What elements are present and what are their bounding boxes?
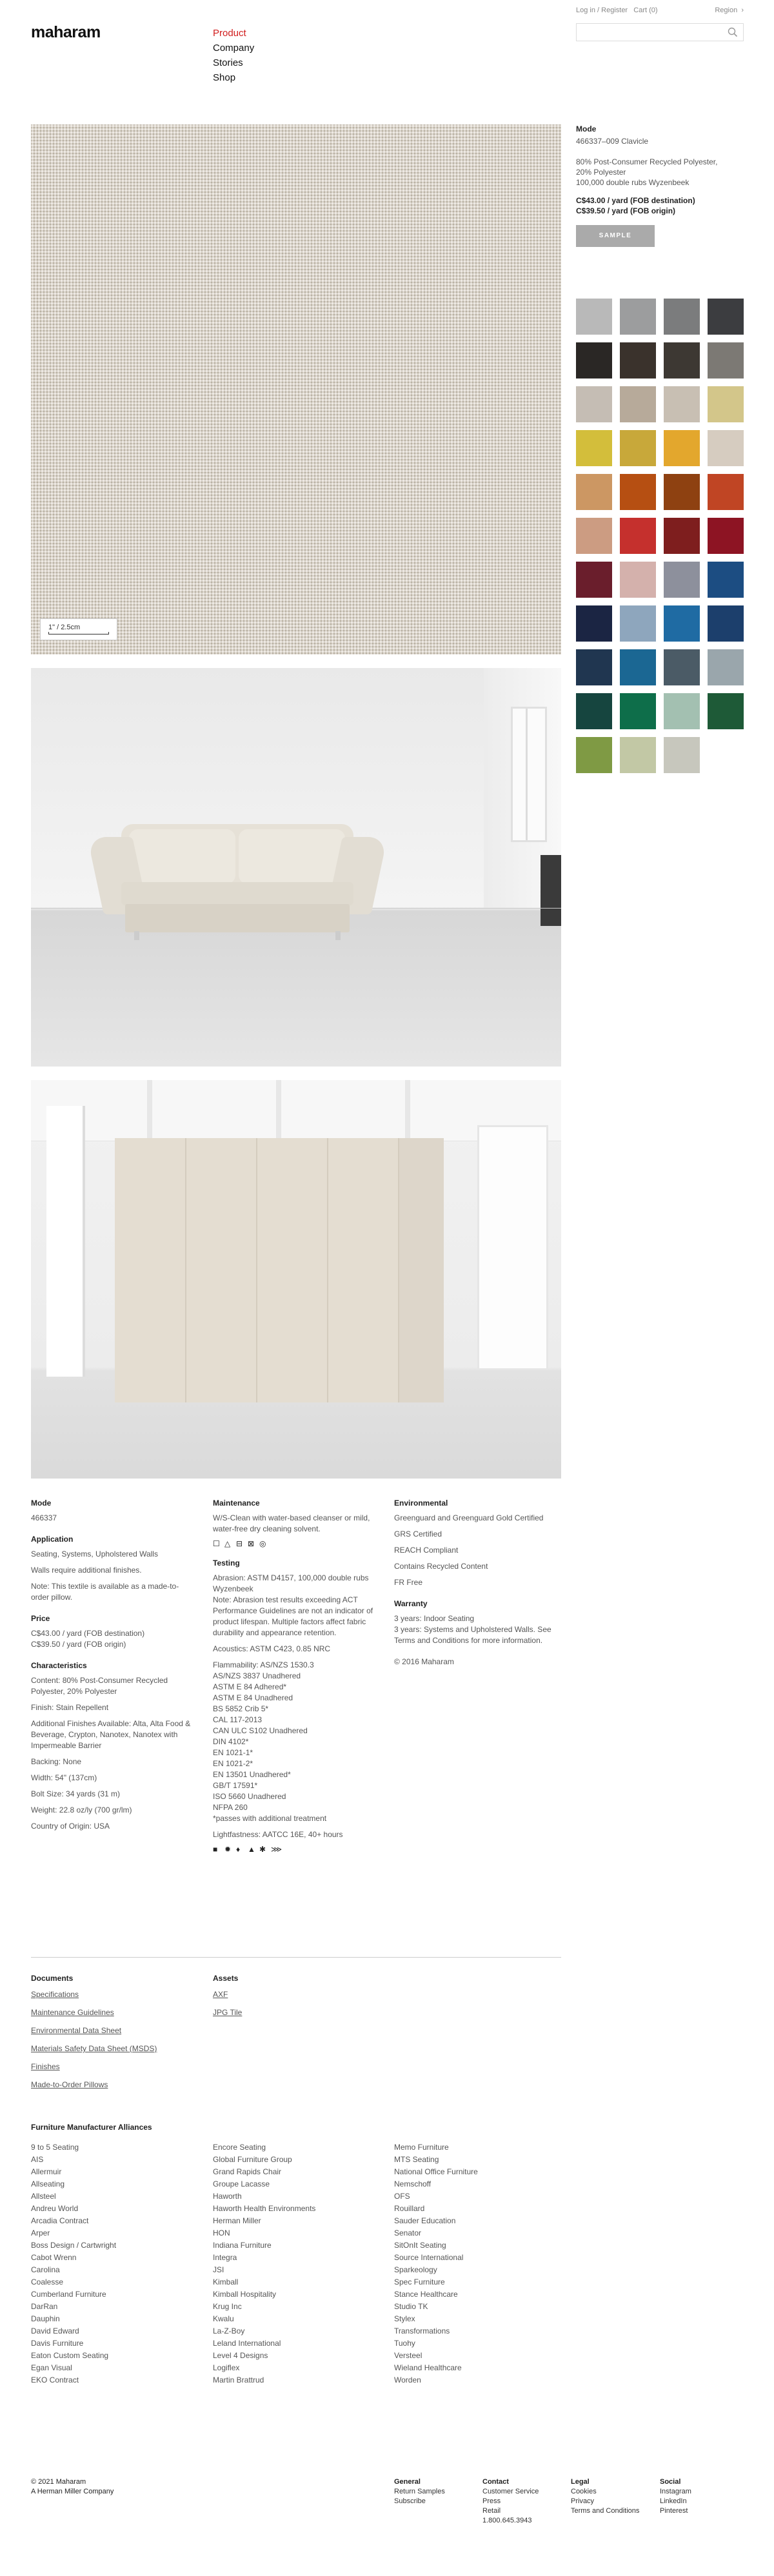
alliance-link[interactable]: Groupe Lacasse (213, 2179, 270, 2188)
alliance-link[interactable]: Source International (394, 2253, 464, 2262)
alliance-link[interactable]: JSI (213, 2265, 224, 2274)
alliance-link[interactable]: Cabot Wrenn (31, 2253, 77, 2262)
alliance-link[interactable]: Cumberland Furniture (31, 2290, 106, 2299)
spec-heading: Environmental (394, 1499, 448, 1508)
color-swatch[interactable] (620, 386, 656, 422)
color-swatch[interactable] (708, 474, 744, 510)
certification-icons (213, 1845, 377, 1853)
doc-link-finishes[interactable]: Finishes (31, 2062, 60, 2071)
footer-link-linkedin[interactable]: LinkedIn (660, 2497, 687, 2505)
color-swatch[interactable] (576, 386, 612, 422)
price-origin: C$39.50 / yard (FOB origin) (576, 206, 676, 215)
footer-legal (571, 2477, 655, 2516)
spec-heading: Characteristics (31, 1661, 87, 1670)
bleach-icon: △ (224, 1539, 231, 1548)
color-swatch[interactable] (620, 342, 656, 379)
alliance-link[interactable]: Eaton Custom Seating (31, 2351, 109, 2360)
alliance-link[interactable]: Integra (213, 2253, 237, 2262)
footer-contact (482, 2477, 566, 2526)
assets-section (213, 1973, 381, 2025)
sofa-room-image (31, 668, 561, 1067)
spec-column-1 (31, 1498, 195, 1842)
ceiling-beam (147, 1080, 152, 1141)
color-swatch[interactable] (620, 474, 656, 510)
alliance-link[interactable]: Andreu World (31, 2204, 79, 2213)
characteristic-line: Additional Finishes Available: Alta, Alta Food & Beverage, Crypton, Nanotex, Nanotex with Impermeable Barrier (31, 1719, 191, 1750)
warranty-line: 3 years: Systems and Upholstered Walls. See Terms and Conditions for more information. (394, 1625, 551, 1645)
flammability-line: *passes with additional treatment (213, 1814, 327, 1823)
alliance-link[interactable]: Dauphin (31, 2314, 60, 2323)
footer-social (660, 2477, 744, 2516)
color-swatch[interactable] (576, 649, 612, 685)
alliance-link[interactable]: Coalesse (31, 2277, 64, 2286)
color-swatch[interactable] (708, 649, 744, 685)
spec-mode-value: 466337 (31, 1513, 57, 1522)
alliance-link[interactable]: Worden (394, 2375, 421, 2384)
color-swatch[interactable] (620, 605, 656, 642)
region-label: Region (715, 6, 738, 14)
flammability-line: Flammability: AS/NZS 1530.3 (213, 1660, 314, 1669)
panel-seam (185, 1138, 186, 1402)
alliance-link[interactable]: Arcadia Contract (31, 2216, 89, 2225)
flame-icon: ✹ (224, 1845, 232, 1854)
color-swatch[interactable] (664, 386, 700, 422)
footer-link-terms[interactable]: Terms and Conditions (571, 2507, 640, 2515)
footer-copyright: © 2021 Maharam (31, 2478, 86, 2486)
alliance-link[interactable]: Stylex (394, 2314, 415, 2323)
care-icons (213, 1540, 377, 1548)
wall-panel (328, 1138, 399, 1402)
spec-column-3 (394, 1498, 559, 1667)
doc-link-specifications[interactable]: Specifications (31, 1990, 79, 1999)
lightfastness-text: Lightfastness: AATCC 16E, 40+ hours (213, 1830, 343, 1839)
fabric-closeup-image (31, 124, 561, 654)
footer-brand (31, 2477, 114, 2497)
footer-link-retail[interactable]: Retail (482, 2507, 501, 2515)
alliance-link[interactable]: Encore Seating (213, 2143, 266, 2152)
footer-company: A Herman Miller Company (31, 2488, 114, 2495)
doc-link-environmental[interactable]: Environmental Data Sheet (31, 2026, 122, 2035)
characteristic-line: Bolt Size: 34 yards (31 m) (31, 1789, 121, 1798)
alliance-link[interactable]: Stance Healthcare (394, 2290, 458, 2299)
alliance-link[interactable]: Sauder Education (394, 2216, 456, 2225)
spec-column-2 (213, 1498, 377, 1863)
section-divider (31, 1957, 561, 1958)
radiator (541, 855, 561, 926)
flammability-line: CAN ULC S102 Unadhered (213, 1726, 308, 1735)
price-line: C$39.50 / yard (FOB origin) (31, 1640, 126, 1649)
characteristic-line: Backing: None (31, 1757, 82, 1766)
chevron-right-icon: › (739, 6, 744, 14)
color-swatch[interactable] (576, 474, 612, 510)
asset-link-axf[interactable]: AXF (213, 1990, 228, 1999)
color-swatch[interactable] (576, 737, 612, 773)
scale-rule (48, 632, 109, 634)
acoustics-text: Acoustics: ASTM C423, 0.85 NRC (213, 1644, 331, 1653)
alliance-link[interactable]: Arper (31, 2228, 50, 2237)
color-swatch[interactable] (620, 299, 656, 335)
content-line: 100,000 double rubs Wyzenbeek (576, 178, 690, 187)
alliance-link[interactable]: Level 4 Designs (213, 2351, 268, 2360)
abrasion-icon: ■ (213, 1845, 218, 1854)
color-swatch[interactable] (620, 649, 656, 685)
alliance-link[interactable]: EKO Contract (31, 2375, 79, 2384)
alliance-link[interactable]: National Office Furniture (394, 2167, 478, 2176)
alliance-link[interactable]: Krug Inc (213, 2302, 242, 2311)
footer-heading: Contact (482, 2478, 509, 2486)
doc-link-maintenance[interactable]: Maintenance Guidelines (31, 2008, 114, 2017)
doc-link-pillows[interactable]: Made-to-Order Pillows (31, 2080, 108, 2089)
documents-section (31, 1973, 199, 2098)
dry-icon: ⊠ (248, 1539, 255, 1548)
abrasion-text: Abrasion: ASTM D4157, 100,000 double rubs Wyzenbeek (213, 1573, 369, 1593)
environmental-line: REACH Compliant (394, 1546, 459, 1555)
alliance-link[interactable]: Transformations (394, 2326, 450, 2335)
color-swatch[interactable] (708, 299, 744, 335)
spec-heading: Price (31, 1614, 50, 1623)
alliance-link[interactable]: Grand Rapids Chair (213, 2167, 282, 2176)
footer-link-privacy[interactable]: Privacy (571, 2497, 595, 2505)
footer-link-subscribe[interactable]: Subscribe (394, 2497, 426, 2505)
sofa-base (125, 904, 350, 932)
documents-heading: Documents (31, 1974, 74, 1983)
alliance-link[interactable]: Egan Visual (31, 2363, 72, 2372)
color-swatch[interactable] (708, 562, 744, 598)
maintenance-text: W/S-Clean with water-based cleanser or mild, water-free dry cleaning solvent. (213, 1513, 370, 1533)
spec-heading: Maintenance (213, 1499, 260, 1508)
alliance-link[interactable]: DarRan (31, 2302, 58, 2311)
sofa-cushion-left (129, 829, 235, 884)
price-destination: C$43.00 / yard (FOB destination) (576, 196, 695, 205)
application-line: Note: This textile is available as a made-to-order pillow. (31, 1582, 179, 1602)
doc-link-msds[interactable]: Materials Safety Data Sheet (MSDS) (31, 2044, 157, 2053)
spec-copyright: © 2016 Maharam (394, 1657, 454, 1666)
alliances-column-3 (394, 2141, 568, 2386)
alliance-link[interactable]: Memo Furniture (394, 2143, 449, 2152)
color-swatch[interactable] (620, 693, 656, 729)
alliance-link[interactable]: Spec Furniture (394, 2277, 445, 2286)
scale-label: 1" / 2.5cm (48, 624, 81, 631)
nav-stories[interactable]: Stories (213, 57, 243, 68)
footer-link-phone[interactable]: 1.800.645.3943 (482, 2517, 532, 2524)
footer-link-return-samples[interactable]: Return Samples (394, 2488, 445, 2495)
window (511, 707, 547, 842)
asset-link-jpg[interactable]: JPG Tile (213, 2008, 243, 2017)
alliance-link[interactable]: Haworth Health Environments (213, 2204, 316, 2213)
alliance-link[interactable]: Allermuir (31, 2167, 62, 2176)
alliance-link[interactable]: SitOnIt Seating (394, 2241, 446, 2250)
alliance-link[interactable]: Allsteel (31, 2192, 56, 2201)
footer-link-cookies[interactable]: Cookies (571, 2488, 597, 2495)
alliance-link[interactable]: Senator (394, 2228, 422, 2237)
upholstered-wall-image (31, 1080, 561, 1479)
nav-company[interactable]: Company (213, 43, 255, 54)
window-right (477, 1125, 548, 1370)
alliance-link[interactable]: La-Z-Boy (213, 2326, 245, 2335)
characteristic-line: Weight: 22.8 oz/ly (700 gr/lm) (31, 1805, 132, 1814)
search-icon[interactable] (728, 27, 738, 37)
color-swatch[interactable] (620, 518, 656, 554)
nav-shop[interactable]: Shop (213, 72, 236, 83)
flammability-line: BS 5852 Crib 5* (213, 1704, 269, 1713)
alliances-column-2 (213, 2141, 387, 2386)
flammability-line: ASTM E 84 Unadhered (213, 1693, 293, 1702)
panel-seam (327, 1138, 328, 1402)
wall-panel (399, 1138, 444, 1402)
panel-seam (398, 1138, 399, 1402)
alliance-link[interactable]: Tuohy (394, 2339, 415, 2348)
assets-heading: Assets (213, 1974, 239, 1983)
content-line: 80% Post-Consumer Recycled Polyester, (576, 157, 718, 166)
sun-icon: ✱ (259, 1845, 266, 1854)
alliance-link[interactable]: Wieland Healthcare (394, 2363, 462, 2372)
flammability-line: CAL 117-2013 (213, 1715, 263, 1724)
ceiling-beam (405, 1080, 410, 1141)
flammability-line: EN 13501 Unadhered* (213, 1770, 291, 1779)
alliance-link[interactable]: Indiana Furniture (213, 2241, 272, 2250)
color-swatch[interactable] (576, 299, 612, 335)
environmental-line: GRS Certified (394, 1529, 442, 1539)
alliance-link[interactable]: Studio TK (394, 2302, 428, 2311)
color-swatch[interactable] (708, 430, 744, 466)
application-line: Walls require additional finishes. (31, 1566, 142, 1575)
color-swatch[interactable] (664, 474, 700, 510)
color-swatch[interactable] (664, 430, 700, 466)
color-swatch[interactable] (576, 562, 612, 598)
scale-badge (40, 618, 117, 640)
warranty-line: 3 years: Indoor Seating (394, 1614, 475, 1623)
dryclean-icon: ◎ (259, 1539, 266, 1548)
abrasion-note: Note: Abrasion test results exceeding ACT Performance Guidelines are not an indicator of product lifespan. Multiple factors affect fabric durability and appearance retention. (213, 1595, 373, 1637)
content-line: 20% Polyester (576, 168, 626, 177)
product-info (576, 124, 744, 247)
flammability-line: EN 1021-2* (213, 1759, 253, 1768)
drop-icon: ♦ (236, 1845, 241, 1854)
cart-link[interactable]: Cart (0) (633, 6, 658, 14)
alliances-column-1 (31, 2141, 205, 2386)
flammability-line: AS/NZS 3837 Unadhered (213, 1671, 301, 1680)
color-swatch[interactable] (620, 430, 656, 466)
maharam-logo[interactable]: maharam (31, 23, 101, 41)
alliance-link[interactable]: HON (213, 2228, 230, 2237)
nav-product[interactable]: Product (213, 28, 246, 39)
color-swatch[interactable] (576, 342, 612, 379)
alliance-link[interactable]: Allseating (31, 2179, 65, 2188)
footer-heading: Legal (571, 2478, 590, 2486)
spec-heading: Application (31, 1535, 74, 1544)
footer-link-press[interactable]: Press (482, 2497, 501, 2505)
alliance-link[interactable]: Martin Brattrud (213, 2375, 264, 2384)
application-line: Seating, Systems, Upholstered Walls (31, 1549, 158, 1558)
environmental-line: Greenguard and Greenguard Gold Certified (394, 1513, 544, 1522)
color-swatch[interactable] (664, 649, 700, 685)
ceiling-beam (276, 1080, 281, 1141)
alliance-link[interactable]: Kimball (213, 2277, 239, 2286)
alliance-link[interactable]: Global Furniture Group (213, 2155, 292, 2164)
footer-heading: Social (660, 2478, 681, 2486)
environmental-line: Contains Recycled Content (394, 1562, 488, 1571)
pilling-icon: ⋙ (271, 1845, 283, 1854)
alliance-link[interactable]: Kimball Hospitality (213, 2290, 277, 2299)
color-swatch[interactable] (708, 342, 744, 379)
color-swatch[interactable] (664, 562, 700, 598)
wall-panel (257, 1138, 328, 1402)
spec-heading: Testing (213, 1558, 240, 1568)
color-swatch[interactable] (576, 605, 612, 642)
color-swatch[interactable] (664, 342, 700, 379)
color-swatch[interactable] (664, 605, 700, 642)
utility-left (576, 6, 658, 14)
sofa (95, 818, 379, 940)
sofa-seat (121, 882, 353, 905)
flammability-line: DIN 4102* (213, 1737, 249, 1746)
login-register-link[interactable]: Log in / Register (576, 6, 628, 14)
alliance-link[interactable]: Versteel (394, 2351, 422, 2360)
window-left (46, 1106, 85, 1377)
alliance-link[interactable]: Nemschoff (394, 2179, 432, 2188)
color-swatch[interactable] (576, 693, 612, 729)
sofa-leg-left (134, 931, 139, 940)
search-box (576, 23, 744, 41)
flammability-list (213, 1660, 377, 1824)
flammability-line: ASTM E 84 Adhered* (213, 1682, 287, 1691)
alliance-link[interactable]: Haworth (213, 2192, 242, 2201)
footer-link-pinterest[interactable]: Pinterest (660, 2507, 688, 2515)
mode-label: Mode (576, 124, 597, 133)
alliance-link[interactable]: Kwalu (213, 2314, 234, 2323)
flammability-line: EN 1021-1* (213, 1748, 253, 1757)
flammability-line: GB/T 17591* (213, 1781, 258, 1790)
color-swatch[interactable] (708, 693, 744, 729)
characteristic-line: Country of Origin: USA (31, 1822, 110, 1831)
wall-panel (186, 1138, 257, 1402)
color-swatch[interactable] (708, 386, 744, 422)
sofa-leg-right (335, 931, 341, 940)
window-pane (526, 709, 528, 840)
product-code: 466337–009 Clavicle (576, 137, 649, 146)
footer-link-customer-service[interactable]: Customer Service (482, 2488, 539, 2495)
region-selector[interactable] (715, 6, 744, 14)
color-swatch[interactable] (708, 518, 744, 554)
main-nav (213, 26, 254, 85)
spec-heading: Mode (31, 1499, 52, 1508)
color-swatch[interactable] (576, 518, 612, 554)
alliance-link[interactable]: Herman Miller (213, 2216, 261, 2225)
footer-link-instagram[interactable]: Instagram (660, 2488, 691, 2495)
spec-heading: Warranty (394, 1599, 428, 1608)
wash-icon: ☐ (213, 1539, 220, 1548)
characteristic-line: Content: 80% Post-Consumer Recycled Polyester, 20% Polyester (31, 1676, 168, 1696)
iron-icon: ⊟ (236, 1539, 243, 1548)
panel-seam (256, 1138, 257, 1402)
price-line: C$43.00 / yard (FOB destination) (31, 1629, 145, 1638)
wall-panel (115, 1138, 186, 1402)
alliance-link[interactable]: AIS (31, 2155, 44, 2164)
sofa-cushion-right (239, 829, 345, 884)
footer-general (394, 2477, 478, 2506)
alliance-link[interactable]: Boss Design / Cartwright (31, 2241, 117, 2250)
alliance-link[interactable]: Rouillard (394, 2204, 425, 2213)
color-swatch[interactable] (664, 299, 700, 335)
color-swatch[interactable] (664, 693, 700, 729)
alliances-heading: Furniture Manufacturer Alliances (31, 2123, 152, 2132)
characteristic-line: Width: 54" (137cm) (31, 1773, 97, 1782)
search-input[interactable] (577, 24, 719, 41)
color-swatch[interactable] (576, 430, 612, 466)
flammability-line: ISO 5660 Unadhered (213, 1792, 286, 1801)
alliance-link[interactable]: David Edward (31, 2326, 79, 2335)
alliance-link[interactable]: Carolina (31, 2265, 60, 2274)
environmental-line: FR Free (394, 1578, 423, 1587)
color-swatch[interactable] (664, 737, 700, 773)
wyzenbeek-icon: ▲ (248, 1845, 255, 1854)
alliance-link[interactable]: Davis Furniture (31, 2339, 84, 2348)
color-swatch[interactable] (708, 605, 744, 642)
footer-heading: General (394, 2478, 421, 2486)
color-swatch[interactable] (620, 562, 656, 598)
color-swatch[interactable] (620, 737, 656, 773)
alliance-link[interactable]: OFS (394, 2192, 410, 2201)
alliance-link[interactable]: 9 to 5 Seating (31, 2143, 79, 2152)
alliance-link[interactable]: Sparkeology (394, 2265, 437, 2274)
alliance-link[interactable]: Logiflex (213, 2363, 240, 2372)
alliance-link[interactable]: MTS Seating (394, 2155, 439, 2164)
characteristic-line: Finish: Stain Repellent (31, 1703, 109, 1712)
alliance-link[interactable]: Leland International (213, 2339, 281, 2348)
flammability-line: NFPA 260 (213, 1803, 248, 1812)
sample-button[interactable]: SAMPLE (576, 225, 655, 247)
color-swatch[interactable] (664, 518, 700, 554)
